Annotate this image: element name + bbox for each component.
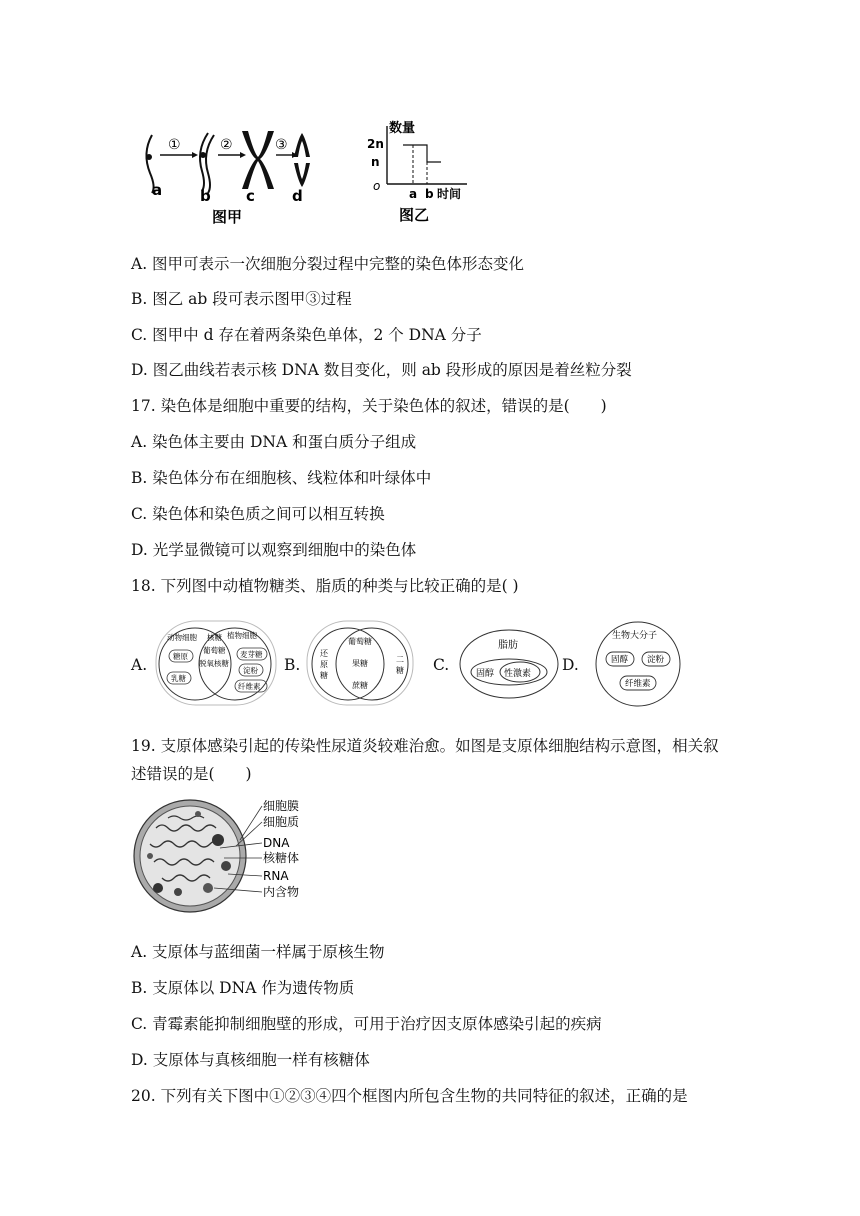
- q17-option-c: C. 染色体和染色质之间可以相互转换: [131, 505, 385, 523]
- label-d: d: [292, 187, 303, 205]
- y-tick-2n: 2n: [367, 137, 384, 151]
- venn-a-mid-item-1: 核糖: [207, 633, 222, 642]
- label-cytoplasm: 细胞质: [263, 815, 300, 829]
- venn-a-right-item-1: 麦芽糖: [240, 650, 263, 659]
- step-2-label: ②: [220, 137, 233, 153]
- venn-b-item-1: 葡萄糖: [348, 637, 372, 646]
- q18-option-d-diagram: [588, 620, 688, 708]
- mycoplasma-figure: [128, 796, 308, 914]
- label-cell-membrane: 细胞膜: [263, 799, 300, 813]
- venn-d-item-3: 纤维素: [625, 679, 651, 689]
- x-tick-b: b: [425, 187, 434, 201]
- venn-a-left-item-1: 糖原: [173, 652, 188, 661]
- q19-option-c: C. 青霉素能抑制细胞壁的形成，可用于治疗因支原体感染引起的疾病: [131, 1015, 602, 1033]
- q16-option-c: C. 图甲中 d 存在着两条染色单体，2 个 DNA 分子: [131, 326, 482, 344]
- label-b: b: [200, 187, 211, 205]
- y-tick-n: n: [371, 155, 380, 169]
- label-inclusion: 内含物: [263, 885, 300, 899]
- venn-a-mid-item-3: 脱氧核糖: [199, 659, 229, 668]
- q16-option-d: D. 图乙曲线若表示核 DNA 数目变化，则 ab 段形成的原因是着丝粒分裂: [131, 361, 632, 379]
- venn-a-right-title: 植物细胞: [227, 631, 257, 640]
- x-axis-title: 时间: [437, 187, 462, 201]
- venn-a-right-item-2: 淀粉: [243, 666, 258, 675]
- q19-stem-line1: 19. 支原体感染引起的传染性尿道炎较难治愈。如图是支原体细胞结构示意图，相关叙: [131, 737, 719, 755]
- venn-d-item-1: 固醇: [611, 655, 629, 665]
- step-1-label: ①: [168, 137, 181, 153]
- q19-option-b: B. 支原体以 DNA 作为遗传物质: [131, 979, 355, 997]
- venn-c-item-1: 固醇: [476, 669, 495, 679]
- origin-label: o: [373, 179, 381, 193]
- chromosome-d: [294, 133, 310, 187]
- venn-a-mid-item-2: 葡萄糖: [203, 646, 226, 655]
- q17-option-d: D. 光学显微镜可以观察到细胞中的染色体: [131, 541, 417, 559]
- x-tick-a: a: [409, 187, 418, 201]
- venn-c-item-2: 性激素: [504, 669, 532, 679]
- venn-a-left-title: 动物细胞: [167, 633, 197, 642]
- label-dna: DNA: [263, 836, 290, 850]
- venn-a-left-item-2: 乳糖: [171, 674, 186, 683]
- venn-a-right-item-3: 纤维素: [238, 682, 261, 691]
- venn-d-item-2: 淀粉: [647, 655, 665, 665]
- q20-stem: 20. 下列有关下图中①②③④四个框图内所包含生物的共同特征的叙述，正确的是: [131, 1087, 688, 1105]
- q18-option-b-diagram: [306, 620, 414, 706]
- q16-option-b: B. 图乙 ab 段可表示图甲③过程: [131, 290, 352, 308]
- q18-option-c-diagram: [458, 628, 560, 700]
- curve: [403, 145, 441, 162]
- q18-letter-b: B.: [284, 656, 301, 674]
- venn-b-right-label: 二糖: [396, 655, 404, 675]
- figure-jia-caption: 图甲: [212, 208, 243, 225]
- q19-option-a: A. 支原体与蓝细菌一样属于原核生物: [131, 943, 385, 961]
- chromosome-c: [242, 131, 274, 189]
- q18-letter-a: A.: [131, 656, 148, 674]
- venn-b-item-2: 果糖: [352, 659, 368, 668]
- q16-option-a: A. 图甲可表示一次细胞分裂过程中完整的染色体形态变化: [131, 255, 525, 273]
- q18-letter-d: D.: [562, 656, 579, 674]
- figure-jia: [130, 125, 330, 225]
- q18-stem: 18. 下列图中动植物糖类、脂质的种类与比较正确的是( ): [131, 577, 519, 595]
- q18-letter-c: C.: [433, 656, 450, 674]
- label-a: a: [152, 181, 163, 199]
- q17-option-b: B. 染色体分布在细胞核、线粒体和叶绿体中: [131, 469, 432, 487]
- q17-option-a: A. 染色体主要由 DNA 和蛋白质分子组成: [131, 433, 417, 451]
- venn-d-outer: 生物大分子: [612, 631, 658, 641]
- label-ribosome: 核糖体: [263, 851, 300, 865]
- figure-yi-caption: 图乙: [399, 206, 430, 224]
- y-axis-title: 数量: [389, 121, 416, 136]
- venn-c-outer: 脂肪: [498, 640, 518, 651]
- venn-b-left-label: 还原糖: [320, 649, 328, 680]
- chromosome-b: [200, 133, 214, 193]
- step-3-label: ③: [275, 137, 288, 153]
- q17-stem: 17. 染色体是细胞中重要的结构，关于染色体的叙述，错误的是( ): [131, 397, 607, 415]
- venn-b-item-3: 蔗糖: [352, 681, 368, 690]
- q18-option-a-diagram: [155, 620, 277, 706]
- label-c: c: [246, 187, 255, 205]
- label-rna: RNA: [263, 869, 289, 883]
- q19-stem-line2: 述错误的是( ): [131, 765, 252, 783]
- q19-option-d: D. 支原体与真核细胞一样有核糖体: [131, 1051, 370, 1069]
- figure-yi: [365, 118, 485, 224]
